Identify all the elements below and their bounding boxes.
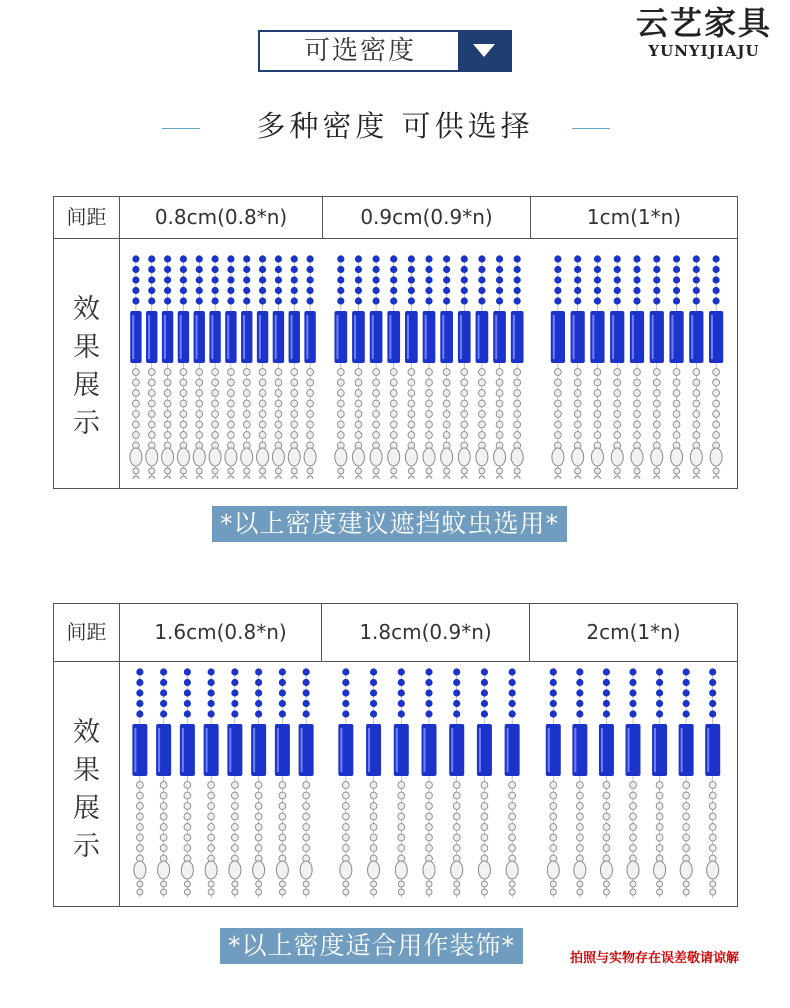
spacing-header-1: 1.6cm(0.8*n) xyxy=(120,604,322,661)
bead-strand xyxy=(299,668,314,898)
section-heading xyxy=(0,104,790,148)
spacing-header-3: 2cm(1*n) xyxy=(586,620,681,644)
bead-strand xyxy=(209,255,221,479)
bead-strand xyxy=(334,255,347,479)
effect-label-char: 效 xyxy=(73,717,100,748)
bead-strand xyxy=(650,255,664,479)
bead-strand xyxy=(626,668,641,898)
bead-strand xyxy=(551,255,565,479)
bead-strand xyxy=(130,255,142,479)
curtain-preview-2 xyxy=(332,255,526,479)
bead-strand xyxy=(288,255,300,479)
bead-strand xyxy=(251,668,266,898)
heading-right-rule xyxy=(572,128,610,129)
bead-strand xyxy=(257,255,269,479)
bead-strand xyxy=(204,668,219,898)
spacing-header-1: 0.8cm(0.8*n) xyxy=(120,197,323,238)
curtain-preview-3 xyxy=(548,255,726,479)
bead-strand xyxy=(709,255,723,479)
spacing-row-label: 间距 xyxy=(54,197,120,238)
table-header-row xyxy=(54,604,737,662)
effect-label-char: 展 xyxy=(73,793,100,824)
spacing-header-3: 1cm(1*n) xyxy=(586,205,682,229)
table-header-row xyxy=(54,197,737,239)
bead-strand xyxy=(477,668,492,898)
effect-label-char: 效 xyxy=(73,294,100,325)
bead-strand xyxy=(370,255,383,479)
effect-label-char: 果 xyxy=(73,332,100,363)
bead-strand xyxy=(669,255,683,479)
heading-text: 多种密度 可供选择 xyxy=(256,109,534,143)
bead-strand xyxy=(241,255,253,479)
effect-label-char: 示 xyxy=(73,831,100,862)
effect-label xyxy=(54,239,120,488)
bead-strand xyxy=(156,668,171,898)
spacing-header-2: 1.8cm(0.9*n) xyxy=(322,604,530,661)
bead-strand xyxy=(422,668,437,898)
bead-strand xyxy=(225,255,237,479)
bead-strand xyxy=(476,255,489,479)
dropdown-button[interactable] xyxy=(458,32,510,70)
bead-strand xyxy=(338,668,353,898)
bead-strand xyxy=(440,255,453,479)
bead-strand xyxy=(689,255,703,479)
curtain-preview-1 xyxy=(128,668,318,898)
chevron-down-icon xyxy=(473,44,495,58)
bead-strand xyxy=(180,668,195,898)
bead-strand xyxy=(405,255,418,479)
bead-strand xyxy=(193,255,205,479)
bead-strand xyxy=(705,668,720,898)
density-table-1 xyxy=(53,196,738,489)
bead-strand xyxy=(275,668,290,898)
bead-strand xyxy=(227,668,242,898)
effect-label-char: 果 xyxy=(73,755,100,786)
bead-strand xyxy=(679,668,694,898)
bead-strand xyxy=(652,668,667,898)
bead-strand xyxy=(610,255,624,479)
heading-left-rule xyxy=(162,128,200,129)
bead-strand xyxy=(387,255,400,479)
bead-strand xyxy=(177,255,189,479)
bead-strand xyxy=(162,255,174,479)
brand-name-en: YUNYIJIAJU xyxy=(648,42,760,60)
bead-strand xyxy=(423,255,436,479)
bead-strand xyxy=(630,255,644,479)
effect-label xyxy=(54,662,120,906)
curtain-preview-1 xyxy=(128,255,318,479)
bead-strand xyxy=(599,668,614,898)
spacing-header-2: 0.9cm(0.9*n) xyxy=(323,197,531,238)
curtain-preview-2 xyxy=(332,668,526,898)
bead-strand xyxy=(132,668,147,898)
effect-label-char: 示 xyxy=(73,408,100,439)
curtain-preview-3 xyxy=(540,668,726,898)
disclaimer-text: 拍照与实物存在误差敬请谅解 xyxy=(570,951,740,966)
brand-logo xyxy=(624,4,784,60)
spacing-row-label: 间距 xyxy=(54,604,120,661)
bead-strand xyxy=(352,255,365,479)
bead-strand xyxy=(590,255,604,479)
bead-strand xyxy=(546,668,561,898)
brand-name-cn: 云艺家具 xyxy=(635,4,772,42)
bead-strand xyxy=(511,255,524,479)
density-dropdown-label: 可选密度 xyxy=(303,36,416,66)
density-dropdown[interactable] xyxy=(258,30,512,72)
bead-strand xyxy=(572,668,587,898)
bead-strand xyxy=(272,255,284,479)
bead-strand xyxy=(458,255,471,479)
usage-note-2: *以上密度适合用作装饰* xyxy=(220,928,523,964)
density-table-2 xyxy=(53,603,738,907)
bead-strand xyxy=(493,255,506,479)
bead-strand xyxy=(366,668,381,898)
usage-note-1: *以上密度建议遮挡蚊虫选用* xyxy=(212,506,567,542)
bead-strand xyxy=(146,255,158,479)
bead-strand xyxy=(505,668,520,898)
effect-label-char: 展 xyxy=(73,370,100,401)
bead-strand xyxy=(394,668,409,898)
bead-strand xyxy=(304,255,316,479)
bead-strand xyxy=(449,668,464,898)
bead-strand xyxy=(571,255,585,479)
